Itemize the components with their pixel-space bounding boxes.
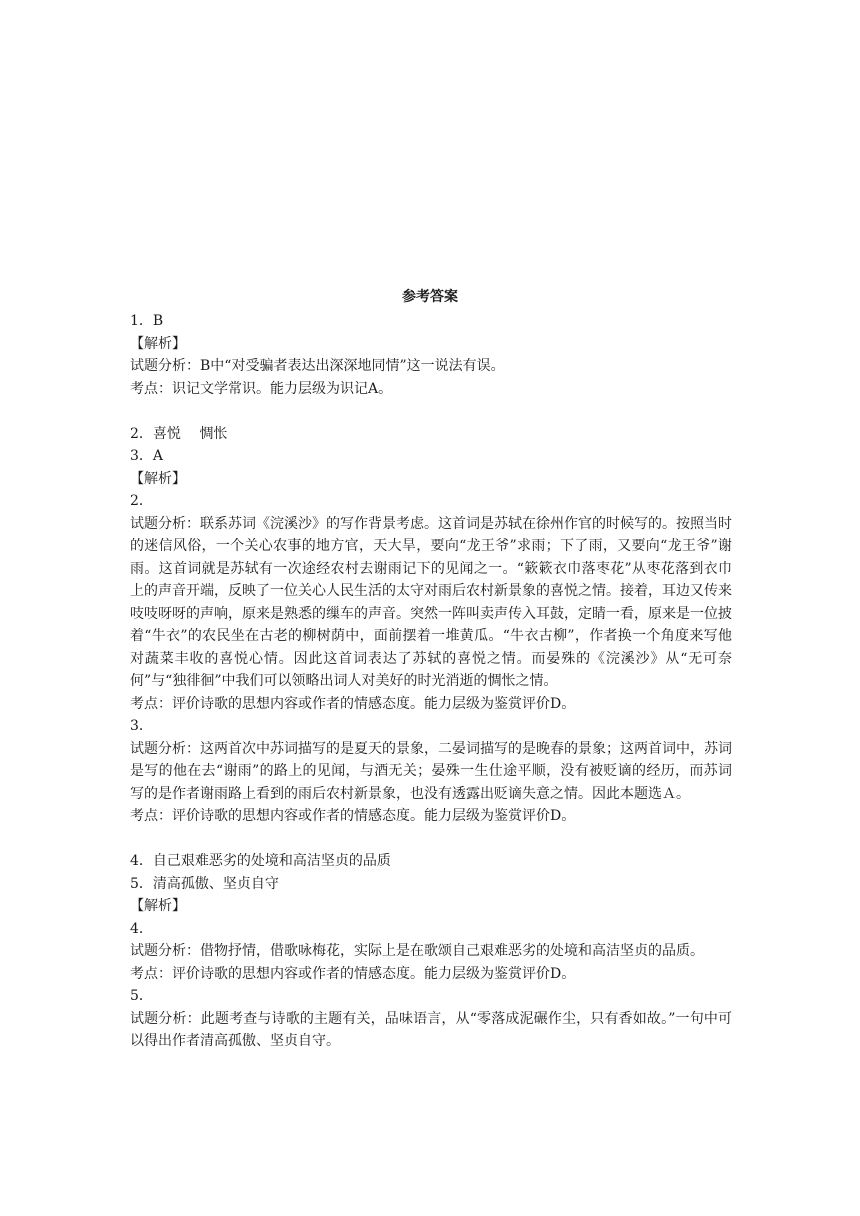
answer-1: 1．B <box>130 313 164 329</box>
analysis-text: 试题分析：借物抒情，借歌咏梅花，实际上是在歌颂自己艰难恶劣的处境和高洁坚贞的品质。 <box>130 943 704 959</box>
answer-4: 4．自己艰难恶劣的处境和高洁坚贞的品质 <box>130 853 391 869</box>
analysis-heading: 【解析】 <box>130 470 186 487</box>
spacer <box>130 400 732 423</box>
answer-content <box>130 310 732 1053</box>
analysis-text: 试题分析：联系苏词《浣溪沙》的写作背景考虑。这首词是苏轼在徐州作官的时候写的。按照当时的迷信风俗，一个关心农事的地方官，天大旱，要向“龙王爷”求雨；下了雨，又要向“龙王爷”谢雨。这首词就是苏轼有一次途经农村去谢雨记下的见闻之一。“簌簌衣巾落枣花”从枣花落到衣巾上的声音开端，反映了一位关心人民生活的太守对雨后农村新景象的喜悦之情。接着，耳边又传来吱吱呀呀的声响，原来是熟悉的缫车的声音。突然一阵叫卖声传入耳鼓，定睛一看，原来是一位披着“牛衣”的农民坐在古老的柳树荫中，面前摆着一堆黄瓜。“牛衣古柳”，作者换一个角度来写他对蔬菜丰收的喜悦心情。因此这首词表达了苏轼的喜悦之情。而晏殊的《浣溪沙》从“无可奈何”与“独徘徊”中我们可以领略出词人对美好的时光消逝的惆怅之情。 <box>130 515 732 689</box>
analysis-text: 试题分析：此题考查与诗歌的主题有关，品味语言，从“零落成泥碾作尘，只有香如故。”一句中可以得出作者清高孤傲、坚贞自守。 <box>130 1010 732 1049</box>
answer-3: 3．A <box>130 448 164 464</box>
analysis-heading: 【解析】 <box>130 335 186 352</box>
exam-point: 考点：评价诗歌的思想内容或作者的情感态度。能力层级为鉴赏评价D。 <box>130 695 576 712</box>
sub-question-number: 2． <box>130 493 153 509</box>
analysis-text: 试题分析：这两首次中苏词描写的是夏天的景象，二晏词描写的是晚春的景象；这两首词中，苏词是写的他在去“谢雨”的路上的见闻，与酒无关；晏殊一生仕途平顺，没有被贬谪的经历，而苏词写的是作者谢雨路上看到的雨后农村新景象，也没有透露出贬谪失意之情。因此本题选Ａ。 <box>130 740 732 802</box>
exam-point: 考点：识记文学常识。能力层级为识记A。 <box>130 380 393 397</box>
answer-5: 5．清高孤傲、坚贞自守 <box>130 875 279 892</box>
exam-point: 考点：评价诗歌的思想内容或作者的情感态度。能力层级为鉴赏评价D。 <box>130 965 576 982</box>
analysis-heading: 【解析】 <box>130 898 186 914</box>
sub-question-number: 3． <box>130 718 153 734</box>
spacer <box>130 828 732 851</box>
answer-2: 2．喜悦 惆怅 <box>130 425 228 442</box>
sub-question-number: 4． <box>130 920 153 937</box>
analysis-text: 试题分析：B中“对受骗者表达出深深地同情”这一说法有误。 <box>130 358 505 374</box>
exam-point: 考点：评价诗歌的思想内容或作者的情感态度。能力层级为鉴赏评价D。 <box>130 808 576 824</box>
sub-question-number: 5． <box>130 988 153 1004</box>
page-title: 参考答案 <box>402 289 458 305</box>
